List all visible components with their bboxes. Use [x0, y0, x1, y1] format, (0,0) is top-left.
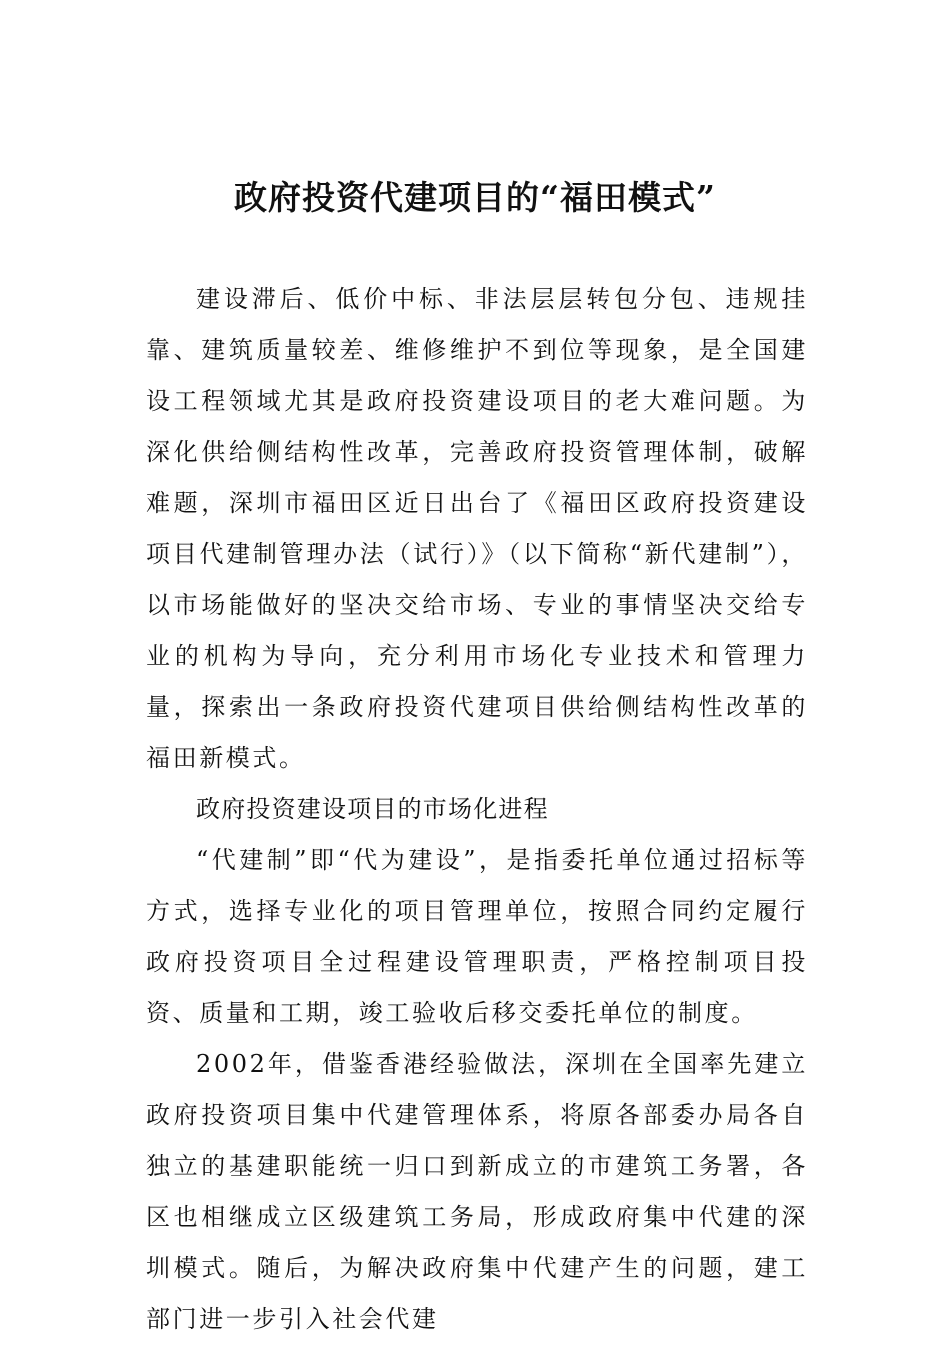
paragraph-intro: 建设滞后、低价中标、非法层层转包分包、违规挂靠、建筑质量较差、维修维护不到位等现象，是全国建设工程领域尤其是政府投资建设项目的老大难问题。为深化供给侧结构性改革，完善政府投资管理体制，破解难题，深圳市福田区近日出台了《福田区政府投资建设项目代建制管理办法（试行）》（以下简称“新代建制”），以市场能做好的坚决交给市场、专业的事情坚决交给专业的机构为导向，充分利用市场化专业技术和管理力量，探索出一条政府投资代建项目供给侧结构性改革的福田新模式。 — [146, 285, 808, 772]
paragraph-history: 2002年，借鉴香港经验做法，深圳在全国率先建立政府投资项目集中代建管理体系，将原各部委办局各自独立的基建职能统一归口到新成立的市建筑工务署，各区也相继成立区级建筑工务局，形成政府集中代建的深圳模式。随后，为解决政府集中代建产生的问题，建工部门进一步引入社会代建 — [146, 1050, 808, 1333]
document-title: 政府投资代建项目的“福田模式” — [234, 178, 716, 217]
document-body — [146, 274, 808, 1345]
section-heading: 政府投资建设项目的市场化进程 — [196, 795, 549, 823]
paragraph-definition: “代建制”即“代为建设”，是指委托单位通过招标等方式，选择专业化的项目管理单位，按照合同约定履行政府投资项目全过程建设管理职责，严格控制项目投资、质量和工期，竣工验收后移交委托单位的制度。 — [146, 846, 808, 1027]
